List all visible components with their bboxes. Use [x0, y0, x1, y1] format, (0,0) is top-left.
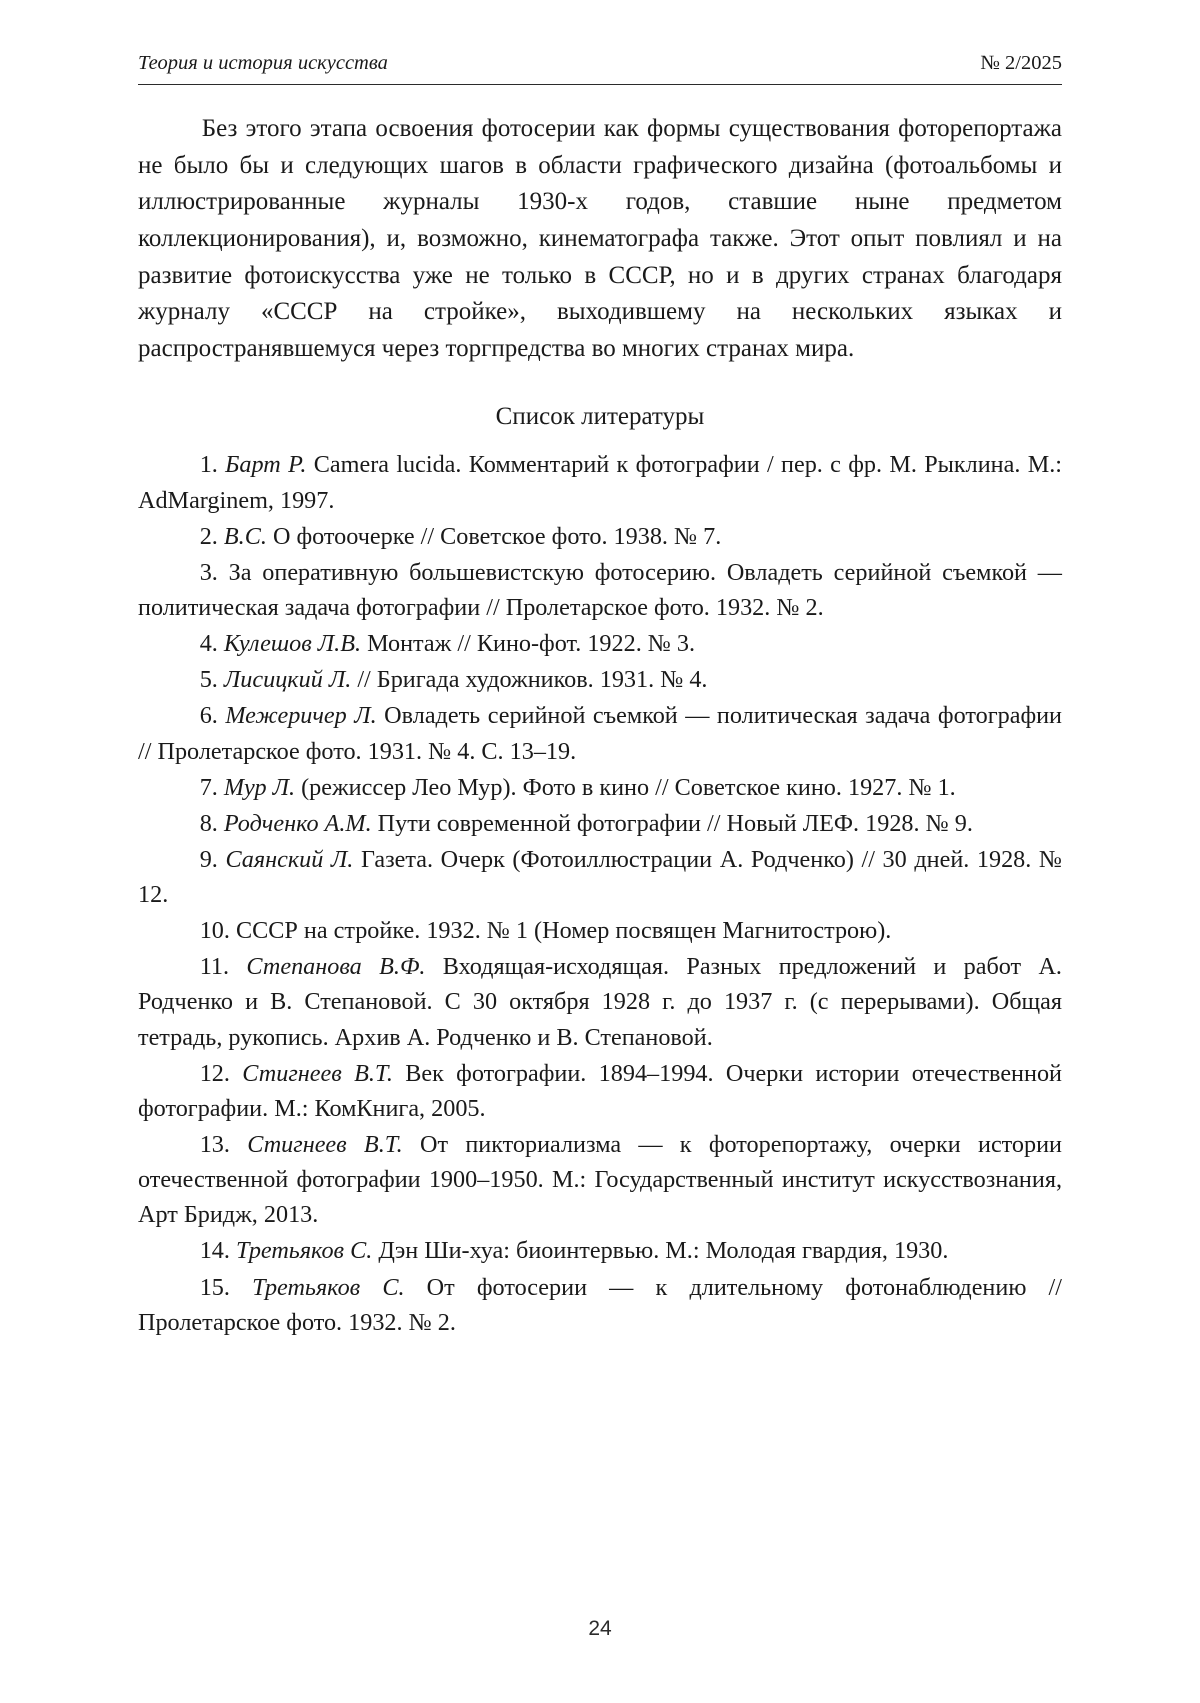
reference-author: Барт Р.: [225, 451, 307, 479]
reference-author: Кулешов Л.В.: [223, 630, 362, 658]
reference-item: [138, 949, 1062, 1054]
reference-item: [138, 806, 1062, 841]
reference-author: Степанова В.Ф.: [246, 953, 426, 981]
reference-text: Camera lucida. Комментарий к фотографии / пер. с фр. М. Рыклина. М.: AdMarginem, 1997.: [138, 451, 1062, 514]
reference-author: Мур Л.: [223, 773, 296, 801]
reference-text: Пути современной фотографии // Новый ЛЕФ. 1928. № 9.: [371, 809, 973, 837]
reference-item: [138, 698, 1062, 768]
reference-number: 5.: [199, 666, 218, 694]
body-text: [138, 111, 1062, 367]
references-list: [138, 447, 1062, 1340]
page-number: 24: [588, 1617, 612, 1640]
running-head-journal-title: Теория и история искусства: [138, 52, 388, 74]
reference-number: 10.: [199, 917, 230, 945]
reference-text: (режиссер Лео Мур). Фото в кино // Советское кино. 1927. № 1.: [295, 773, 956, 801]
reference-text: СССР на стройке. 1932. № 1 (Номер посвящен Магнитострою).: [235, 917, 892, 945]
reference-author: Стигнеев В.Т.: [242, 1059, 393, 1087]
reference-item: [138, 1233, 1062, 1268]
reference-item: [138, 1127, 1062, 1232]
reference-number: 14.: [199, 1237, 230, 1265]
reference-item: [138, 1270, 1062, 1340]
reference-text: О фотоочерке // Советское фото. 1938. № 7.: [266, 522, 722, 550]
reference-author: Третьяков С.: [235, 1237, 373, 1265]
reference-text: От пикториализма — к фоторепортажу, очерки истории отечественной фотографии 1900–1950. М.: Государственный институт искусствознания, Арт Бридж, 2013.: [138, 1131, 1063, 1229]
reference-author: Лисицкий Л.: [223, 666, 352, 694]
reference-text: Дэн Ши-хуа: биоинтервью. М.: Молодая гвардия, 1930.: [372, 1237, 949, 1265]
reference-author: В.С.: [223, 522, 267, 550]
reference-item: [138, 913, 1062, 948]
reference-author: Стигнеев В.Т.: [247, 1131, 403, 1159]
reference-author: Родченко А.М.: [223, 809, 372, 837]
reference-item: [138, 1056, 1062, 1126]
reference-item: [138, 662, 1062, 697]
reference-number: 12.: [199, 1059, 230, 1087]
reference-text: Овладеть серийной съемкой — политическая задача фотографии // Пролетарское фото. 1931. № 4. С. 13–19.: [138, 702, 1063, 765]
running-head: [138, 52, 1062, 85]
reference-number: 4.: [199, 630, 218, 658]
reference-number: 3.: [199, 558, 218, 586]
reference-author: Межеричер Л.: [225, 702, 377, 730]
reference-text: От фотосерии — к длительному фотонаблюдению // Пролетарское фото. 1932. № 2.: [138, 1273, 1062, 1336]
reference-item: [138, 447, 1062, 517]
reference-item: [138, 626, 1062, 661]
reference-item: [138, 519, 1062, 554]
reference-text: За оперативную большевистскую фотосерию. Овладеть серийной съемкой — политическая задача фотографии // Пролетарское фото. 1932. № 2.: [138, 558, 1062, 621]
reference-number: 11.: [199, 953, 230, 981]
reference-author: Третьяков С.: [252, 1273, 405, 1301]
reference-text: Век фотографии. 1894–1994. Очерки истории отечественной фотографии. М.: КомКнига, 2005.: [138, 1059, 1062, 1122]
reference-number: 1.: [199, 451, 218, 479]
reference-number: 7.: [199, 773, 218, 801]
reference-text: Входящая-исходящая. Разных предложений и работ А. Родченко и В. Степановой. С 30 октября 1928 г. до 1937 г. (с перерывами). Общая тетрадь, рукопись. Архив А. Родченко и В. Степановой.: [138, 953, 1062, 1051]
references-heading: Список литературы: [495, 403, 705, 431]
reference-item: [138, 770, 1062, 805]
body-paragraph: Без этого этапа освоения фотосерии как формы существования фоторепортажа не было бы и следующих шагов в области графического дизайна (фотоальбомы и иллюстрированные журналы 1930-х годов, ставшие ныне предметом коллекционирования), и, возможно, кинематографа также. Этот опыт повлиял и на развитие фотоискусства уже не только в СССР, но и в других странах благодаря журналу «СССР на стройке», выходившему на нескольких языках и распространявшемуся через торгпредства во многих странах мира.: [138, 115, 1062, 362]
reference-number: 8.: [199, 809, 218, 837]
reference-item: [138, 555, 1062, 625]
running-head-issue: № 2/2025: [980, 52, 1062, 74]
reference-text: Монтаж // Кино-фот. 1922. № 3.: [361, 630, 696, 658]
reference-author: Саянский Л.: [225, 845, 354, 873]
reference-text: // Бригада художников. 1931. № 4.: [351, 666, 708, 694]
reference-number: 2.: [199, 522, 218, 550]
reference-number: 6.: [199, 702, 218, 730]
reference-number: 15.: [199, 1273, 230, 1301]
reference-text: Газета. Очерк (Фотоиллюстрации А. Родченко) // 30 дней. 1928. № 12.: [138, 845, 1063, 909]
reference-item: [138, 842, 1062, 912]
reference-number: 9.: [199, 845, 218, 873]
reference-number: 13.: [199, 1131, 230, 1159]
